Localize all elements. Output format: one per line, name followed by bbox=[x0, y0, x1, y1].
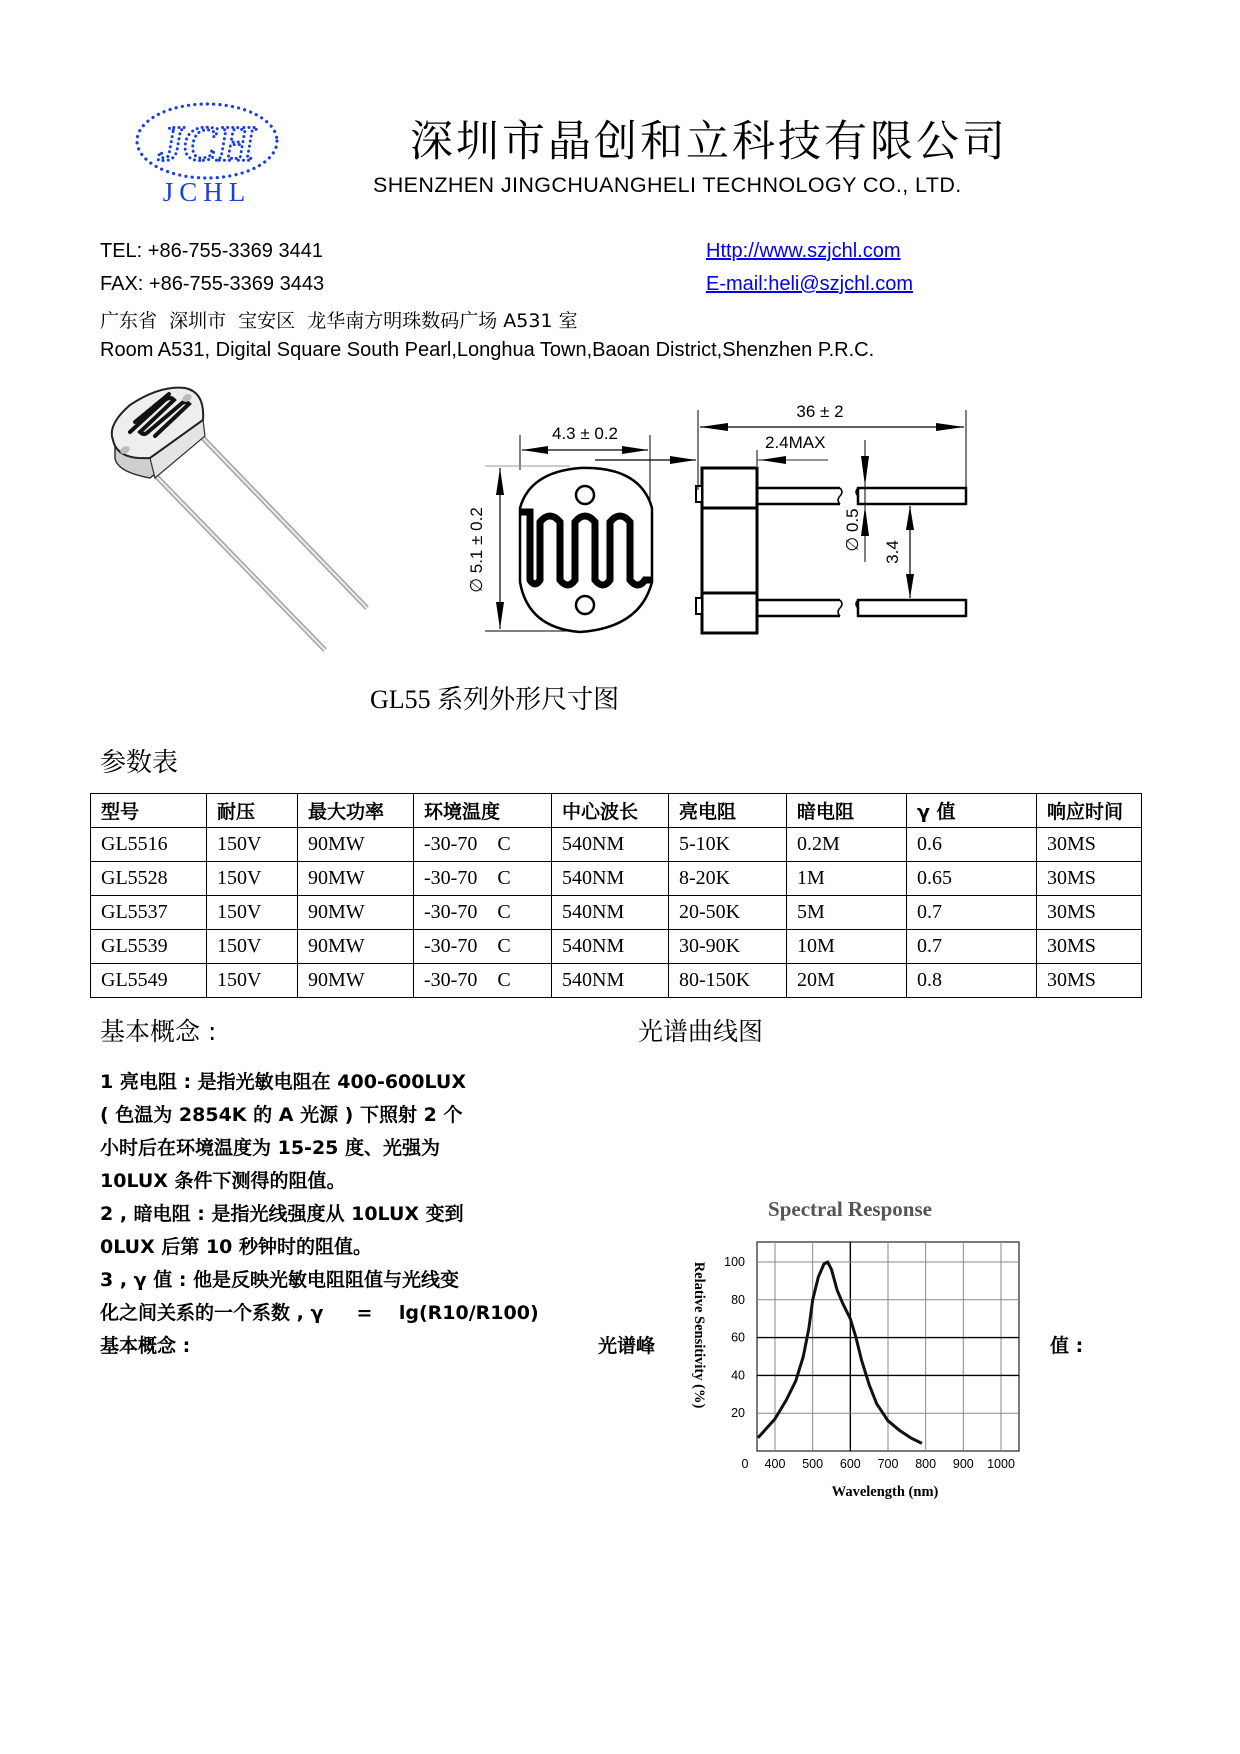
cell: 20-50K bbox=[669, 896, 787, 930]
cell: 30-90K bbox=[669, 930, 787, 964]
table-row bbox=[91, 964, 1142, 998]
cell: 0.6 bbox=[907, 828, 1037, 862]
y-axis-label: Relative Sensitivity (%) bbox=[691, 1261, 707, 1409]
table-header-row bbox=[91, 794, 1142, 828]
cell: -30-70 C bbox=[414, 964, 552, 998]
cell: 8-20K bbox=[669, 862, 787, 896]
svg-text:400: 400 bbox=[764, 1457, 786, 1471]
svg-text:60: 60 bbox=[731, 1330, 745, 1345]
cell: GL5516 bbox=[91, 828, 207, 862]
svg-text:600: 600 bbox=[839, 1457, 861, 1471]
concept-line: 2 , 暗电阻 : 是指光线强度从 10LUX 变到 bbox=[100, 1203, 464, 1225]
cell: 540NM bbox=[552, 930, 669, 964]
address-en: Room A531, Digital Square South Pearl,Longhua Town,Baoan District,Shenzhen P.R.C. bbox=[100, 339, 875, 361]
cell: 90MW bbox=[298, 896, 414, 930]
cell: 0.65 bbox=[907, 862, 1037, 896]
spectral-peak-value-label: 值 : bbox=[1050, 1335, 1084, 1357]
spectrum-section-title: 光谱曲线图 bbox=[638, 1017, 764, 1046]
concept-line: 10LUX 条件下测得的阻值。 bbox=[100, 1170, 346, 1192]
cell: -30-70 C bbox=[414, 862, 552, 896]
table-row bbox=[91, 862, 1142, 896]
svg-text:40: 40 bbox=[731, 1368, 745, 1383]
cell: 90MW bbox=[298, 862, 414, 896]
spectral-peak-label: 光谱峰 bbox=[598, 1335, 656, 1357]
table-row bbox=[91, 896, 1142, 930]
svg-text:700: 700 bbox=[877, 1457, 899, 1471]
cell: 540NM bbox=[552, 862, 669, 896]
cell: GL5549 bbox=[91, 964, 207, 998]
header-max-power: 最大功率 bbox=[298, 794, 414, 828]
table-row bbox=[91, 930, 1142, 964]
cell: 30MS bbox=[1037, 896, 1142, 930]
header-peak-wavelength: 中心波长 bbox=[552, 794, 669, 828]
logo-text: JCHL bbox=[162, 177, 252, 207]
cell: 540NM bbox=[552, 896, 669, 930]
cell: 150V bbox=[207, 828, 298, 862]
cell: 20M bbox=[787, 964, 907, 998]
header-dark-resistance: 暗电阻 bbox=[787, 794, 907, 828]
cell: 10M bbox=[787, 930, 907, 964]
svg-text:1000: 1000 bbox=[987, 1457, 1015, 1471]
cell: -30-70 C bbox=[414, 896, 552, 930]
x-axis-ticks bbox=[742, 1457, 1015, 1471]
dimension-drawing bbox=[460, 400, 1030, 650]
fax-text: FAX: +86-755-3369 3443 bbox=[100, 273, 325, 295]
svg-text:800: 800 bbox=[915, 1457, 937, 1471]
parameter-table bbox=[90, 793, 1142, 998]
concept-line: 1 亮电阻 : 是指光敏电阻在 400-600LUX bbox=[100, 1071, 466, 1093]
y-axis-ticks bbox=[724, 1255, 745, 1420]
sensitivity-curve bbox=[758, 1262, 922, 1443]
svg-text:500: 500 bbox=[802, 1457, 824, 1471]
header-response-time: 响应时间 bbox=[1037, 794, 1142, 828]
cell: 30MS bbox=[1037, 964, 1142, 998]
cell: 0.2M bbox=[787, 828, 907, 862]
header-ambient-temp: 环境温度 bbox=[414, 794, 552, 828]
dim-thickness-label: 2.4MAX bbox=[765, 433, 826, 452]
concept-line: 0LUX 后第 10 秒钟时的阻值。 bbox=[100, 1236, 373, 1258]
dim-diameter-label: ∅ 5.1 ± 0.2 bbox=[467, 507, 486, 593]
concept-line: 小时后在环境温度为 15-25 度、光强为 bbox=[100, 1137, 440, 1159]
cell: 150V bbox=[207, 930, 298, 964]
spectral-response-chart bbox=[680, 1190, 1040, 1520]
svg-text:100: 100 bbox=[724, 1255, 745, 1269]
cell: 540NM bbox=[552, 964, 669, 998]
cell: 30MS bbox=[1037, 862, 1142, 896]
cell: 150V bbox=[207, 896, 298, 930]
cell: 90MW bbox=[298, 828, 414, 862]
dim-length-label: 36 ± 2 bbox=[796, 402, 844, 421]
company-logo bbox=[132, 95, 282, 215]
cell: 80-150K bbox=[669, 964, 787, 998]
concept-line: 3 , γ 值 : 他是反映光敏电阻阻值与光线变 bbox=[100, 1269, 460, 1291]
svg-text:20: 20 bbox=[731, 1406, 745, 1421]
cell: 1M bbox=[787, 862, 907, 896]
cell: 540NM bbox=[552, 828, 669, 862]
drawing-caption: GL55 系列外形尺寸图 bbox=[370, 685, 620, 714]
concepts-title: 基本概念 : bbox=[100, 1017, 217, 1046]
cell: 0.7 bbox=[907, 896, 1037, 930]
cell: 0.7 bbox=[907, 930, 1037, 964]
cell: 90MW bbox=[298, 930, 414, 964]
cell: 150V bbox=[207, 862, 298, 896]
cell: -30-70 C bbox=[414, 930, 552, 964]
concept-line: ( 色温为 2854K 的 A 光源 ) 下照射 2 个 bbox=[100, 1104, 463, 1126]
svg-text:JCH: JCH bbox=[158, 115, 256, 171]
cell: GL5528 bbox=[91, 862, 207, 896]
company-name-en: SHENZHEN JINGCHUANGHELI TECHNOLOGY CO., LTD. bbox=[373, 173, 962, 197]
svg-text:0: 0 bbox=[741, 1457, 749, 1471]
concept-line: 化之间关系的一个系数 , γ = lg(R10/R100) bbox=[100, 1302, 539, 1324]
cell: 5-10K bbox=[669, 828, 787, 862]
website-link[interactable]: Http://www.szjchl.com bbox=[706, 240, 901, 262]
cell: GL5537 bbox=[91, 896, 207, 930]
svg-text:80: 80 bbox=[731, 1292, 745, 1307]
concept-line: 基本概念 : bbox=[100, 1335, 191, 1357]
table-row bbox=[91, 828, 1142, 862]
chart-title: Spectral Response bbox=[768, 1197, 932, 1221]
component-photo bbox=[95, 380, 385, 665]
header-light-resistance: 亮电阻 bbox=[669, 794, 787, 828]
email-link[interactable]: E-mail:heli@szjchl.com bbox=[706, 273, 914, 295]
address-cn: 广东省 深圳市 宝安区 龙华南方明珠数码广场 A531 室 bbox=[100, 310, 578, 332]
cell: 30MS bbox=[1037, 930, 1142, 964]
cell: 30MS bbox=[1037, 828, 1142, 862]
params-title: 参数表 bbox=[100, 748, 179, 778]
header-gamma: γ 值 bbox=[907, 794, 1037, 828]
header-voltage: 耐压 bbox=[207, 794, 298, 828]
cell: 0.8 bbox=[907, 964, 1037, 998]
company-name-cn: 深圳市晶创和立科技有限公司 bbox=[410, 117, 1008, 167]
cell: 90MW bbox=[298, 964, 414, 998]
dim-pitch-label: 3.4 bbox=[883, 540, 902, 564]
tel-text: TEL: +86-755-3369 3441 bbox=[100, 240, 323, 262]
cell: 150V bbox=[207, 964, 298, 998]
x-axis-label: Wavelength (nm) bbox=[831, 1484, 939, 1500]
svg-text:900: 900 bbox=[952, 1457, 974, 1471]
header-model: 型号 bbox=[91, 794, 207, 828]
cell: 5M bbox=[787, 896, 907, 930]
cell: GL5539 bbox=[91, 930, 207, 964]
dim-lead-label: ∅ 0.5 bbox=[843, 508, 862, 552]
dim-width-label: 4.3 ± 0.2 bbox=[551, 424, 619, 443]
cell: -30-70 C bbox=[414, 828, 552, 862]
